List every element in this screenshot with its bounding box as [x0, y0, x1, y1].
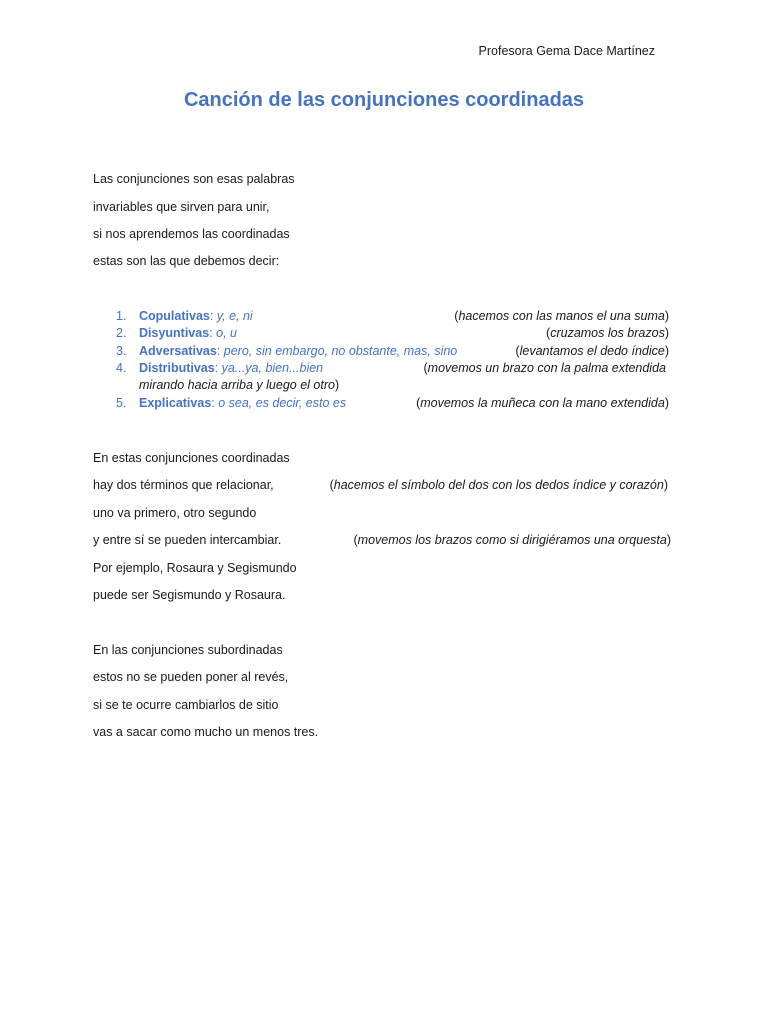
paren-close: )	[664, 326, 669, 340]
verse-line: si se te ocurre cambiarlos de sitio	[93, 698, 279, 712]
gesture-note	[330, 478, 668, 492]
gesture-text: movemos los brazos como si dirigiéramos una orquesta	[357, 533, 667, 547]
verse-line: Por ejemplo, Rosaura y Segismundo	[93, 561, 297, 575]
intro-line: invariables que sirven para unir,	[93, 200, 270, 214]
gesture-note	[546, 326, 669, 340]
intro-line: estas son las que debemos decir:	[93, 254, 280, 268]
list-term	[139, 361, 323, 375]
verse-line: uno va primero, otro segundo	[93, 506, 257, 520]
gesture-text: movemos la muñeca con la mano extendida	[420, 396, 665, 410]
paren-open: (	[416, 396, 421, 410]
verse-line: En estas conjunciones coordinadas	[93, 451, 290, 465]
intro-line: Las conjunciones son esas palabras	[93, 172, 295, 186]
paren-open: (	[454, 309, 459, 323]
verse-line: En las conjunciones subordinadas	[93, 643, 283, 657]
paren-close: )	[666, 533, 671, 547]
paren-open: (	[515, 344, 520, 358]
verse-line: estos no se pueden poner al revés,	[93, 670, 289, 684]
term-examples: ya...ya, bien...bien	[221, 361, 324, 375]
verse-line: puede ser Segismundo y Rosaura.	[93, 588, 286, 602]
verse-line: vas a sacar como mucho un menos tres.	[93, 725, 319, 739]
term-colon: :	[214, 361, 222, 375]
gesture-note	[423, 361, 666, 375]
gesture-text: hacemos el símbolo del dos con los dedos índice y corazón	[333, 478, 664, 492]
paren-open: (	[423, 361, 428, 375]
intro-line: si nos aprendemos las coordinadas	[93, 227, 290, 241]
verse-line: hay dos términos que relacionar,	[93, 478, 274, 492]
paren-open: (	[546, 326, 551, 340]
list-number: 2.	[116, 326, 127, 340]
list-number: 1.	[116, 309, 127, 323]
list-number: 5.	[116, 396, 127, 410]
term-examples: pero, sin embargo, no obstante, mas, sino	[223, 344, 458, 358]
paren-close: )	[334, 378, 340, 392]
gesture-note	[454, 309, 669, 323]
gesture-note	[353, 533, 671, 547]
paren-close: )	[664, 396, 669, 410]
paren-open: (	[329, 478, 334, 492]
list-term	[139, 309, 253, 323]
paren-close: )	[664, 309, 669, 323]
term-name: Explicativas	[139, 396, 212, 410]
paren-close: )	[663, 478, 668, 492]
list-term	[139, 326, 237, 340]
verse-line: y entre sí se pueden intercambiar.	[93, 533, 282, 547]
gesture-text: levantamos el dedo índice	[519, 344, 665, 358]
list-number: 4.	[116, 361, 127, 375]
paren-open: (	[353, 533, 358, 547]
gesture-text: cruzamos los brazos	[550, 326, 665, 340]
term-name: Adversativas	[139, 344, 217, 358]
document-title: Canción de las conjunciones coordinadas	[183, 89, 585, 111]
gesture-text: hacemos con las manos el una suma	[458, 309, 665, 323]
gesture-note	[416, 396, 669, 410]
paren-close: )	[664, 344, 669, 358]
term-colon: :	[209, 326, 217, 340]
gesture-note-continuation	[139, 378, 339, 392]
term-examples: y, e, ni	[216, 309, 253, 323]
author-header: Profesora Gema Dace Martínez	[478, 44, 655, 58]
list-term	[139, 396, 346, 410]
term-examples: o, u	[216, 326, 237, 340]
list-term	[139, 344, 457, 358]
term-examples: o sea, es decir, esto es	[218, 396, 347, 410]
term-colon: :	[209, 309, 217, 323]
term-colon: :	[211, 396, 219, 410]
gesture-text: movemos un brazo con la palma extendida	[427, 361, 666, 375]
term-colon: :	[216, 344, 224, 358]
list-number: 3.	[116, 344, 127, 358]
gesture-text: mirando hacia arriba y luego el otro	[139, 378, 335, 392]
term-name: Distributivas	[139, 361, 215, 375]
gesture-note	[515, 344, 669, 358]
term-name: Copulativas	[139, 309, 210, 323]
term-name: Disyuntivas	[139, 326, 210, 340]
